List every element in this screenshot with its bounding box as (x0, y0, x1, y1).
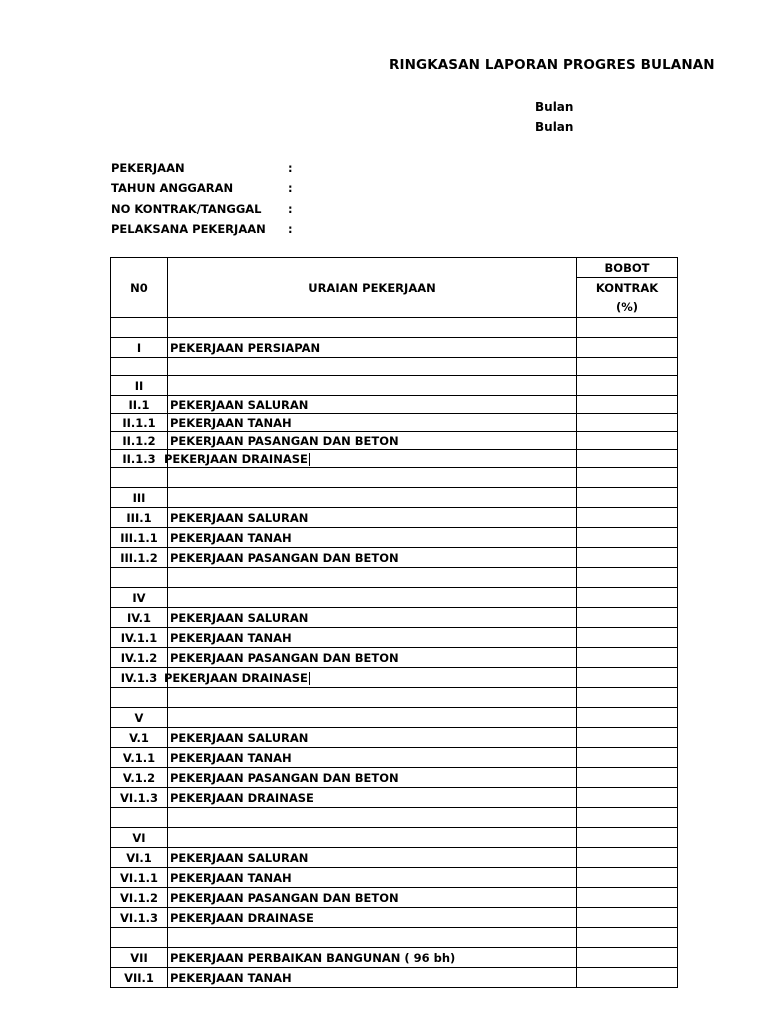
table-row (111, 450, 678, 468)
table-row (111, 432, 678, 450)
row-number[interactable]: IV.1.1 (111, 628, 168, 648)
row-number[interactable] (111, 688, 168, 708)
table-row (111, 468, 678, 488)
row-number[interactable]: V.1.2 (111, 768, 168, 788)
table-row (111, 728, 678, 748)
row-number[interactable]: III.1.2 (111, 548, 168, 568)
table-row (111, 628, 678, 648)
row-uraian-text: PEKERJAAN TANAH (170, 630, 292, 645)
row-uraian[interactable] (168, 358, 577, 376)
table-row (111, 338, 678, 358)
info-label-tahun-anggaran: TAHUN ANGGARAN (111, 181, 234, 195)
table-row (111, 528, 678, 548)
header-uraian: URAIAN PEKERJAAN (168, 258, 577, 318)
row-uraian-text: PEKERJAAN TANAH (170, 750, 292, 765)
row-uraian-text: PEKERJAAN DRAINASE (164, 451, 308, 466)
row-uraian-text: PEKERJAAN PASANGAN DAN BETON (170, 433, 399, 448)
table-row (111, 668, 678, 688)
row-uraian[interactable] (168, 808, 577, 828)
info-label-pekerjaan: PEKERJAAN (111, 161, 185, 175)
header-kontrak: KONTRAK (595, 280, 659, 295)
row-uraian-text: PEKERJAAN DRAINASE (170, 790, 314, 805)
header-bobot: BOBOT (577, 258, 678, 278)
row-uraian[interactable] (168, 548, 577, 568)
row-bobot[interactable] (577, 948, 678, 968)
row-bobot[interactable] (577, 450, 678, 468)
row-bobot[interactable] (577, 848, 678, 868)
progress-table (110, 257, 678, 988)
bulan-label-2: Bulan (535, 120, 574, 134)
row-bobot[interactable] (577, 728, 678, 748)
row-uraian-text: PEKERJAAN PASANGAN DAN BETON (170, 890, 399, 905)
row-bobot[interactable] (577, 568, 678, 588)
row-number[interactable]: V.1 (111, 728, 168, 748)
row-uraian-text: PEKERJAAN PASANGAN DAN BETON (170, 770, 399, 785)
row-uraian-text: PEKERJAAN PERSIAPAN (170, 340, 321, 355)
row-uraian[interactable] (168, 868, 577, 888)
table-row (111, 788, 678, 808)
header-no: N0 (111, 258, 168, 318)
row-uraian[interactable] (168, 748, 577, 768)
row-bobot[interactable] (577, 396, 678, 414)
row-uraian[interactable] (168, 528, 577, 548)
row-bobot[interactable] (577, 808, 678, 828)
row-number[interactable]: VII (111, 948, 168, 968)
row-bobot[interactable] (577, 376, 678, 396)
row-number[interactable]: VI.1.2 (111, 888, 168, 908)
row-number[interactable]: VII.1 (111, 968, 168, 988)
row-uraian-text: PEKERJAAN SALURAN (170, 397, 309, 412)
bulan-label-1: Bulan (535, 100, 574, 114)
table-row (111, 968, 678, 988)
row-bobot[interactable] (577, 688, 678, 708)
table-row (111, 508, 678, 528)
table-row (111, 608, 678, 628)
row-uraian-text: PEKERJAAN TANAH (170, 530, 292, 545)
row-number[interactable]: III.1.1 (111, 528, 168, 548)
table-row (111, 748, 678, 768)
row-uraian-text: PEKERJAAN SALURAN (170, 610, 309, 625)
row-uraian[interactable] (168, 608, 577, 628)
table-row (111, 708, 678, 728)
row-number[interactable]: IV.1.2 (111, 648, 168, 668)
row-bobot[interactable] (577, 888, 678, 908)
row-bobot[interactable] (577, 788, 678, 808)
row-bobot[interactable] (577, 648, 678, 668)
table-row (111, 808, 678, 828)
row-bobot[interactable] (577, 338, 678, 358)
row-bobot[interactable] (577, 908, 678, 928)
row-bobot[interactable] (577, 628, 678, 648)
row-uraian[interactable] (164, 450, 577, 468)
row-bobot[interactable] (577, 508, 678, 528)
table-row (111, 908, 678, 928)
table-row (111, 768, 678, 788)
row-uraian-text: PEKERJAAN TANAH (170, 970, 292, 985)
row-bobot[interactable] (577, 358, 678, 376)
row-bobot[interactable] (577, 608, 678, 628)
row-uraian[interactable] (168, 488, 577, 508)
row-uraian[interactable] (168, 568, 577, 588)
info-label-no-kontrak: NO KONTRAK/TANGGAL (111, 202, 262, 216)
row-number[interactable]: IV.1 (111, 608, 168, 628)
row-uraian[interactable] (168, 628, 577, 648)
row-number[interactable]: II (111, 376, 168, 396)
row-number[interactable]: II.1.3 (111, 450, 168, 468)
row-uraian[interactable] (168, 508, 577, 528)
table-row (111, 868, 678, 888)
row-uraian[interactable] (168, 728, 577, 748)
info-colon: : (288, 181, 293, 195)
row-uraian[interactable] (168, 648, 577, 668)
row-bobot[interactable] (577, 548, 678, 568)
table-row (111, 948, 678, 968)
row-bobot[interactable] (577, 668, 678, 688)
row-number[interactable] (111, 468, 168, 488)
info-colon: : (288, 222, 293, 236)
info-colon: : (288, 161, 293, 175)
row-number[interactable] (111, 808, 168, 828)
row-uraian-text: PEKERJAAN TANAH (170, 415, 292, 430)
table-row (111, 648, 678, 668)
table-row (111, 848, 678, 868)
row-uraian-text: PEKERJAAN SALURAN (170, 850, 309, 865)
row-uraian[interactable] (168, 468, 577, 488)
row-bobot[interactable] (577, 318, 678, 338)
row-uraian[interactable] (168, 688, 577, 708)
row-uraian[interactable] (164, 668, 577, 688)
row-number[interactable]: I (111, 338, 168, 358)
row-bobot[interactable] (577, 968, 678, 988)
info-label-pelaksana: PELAKSANA PEKERJAAN (111, 222, 266, 236)
row-number[interactable]: IV (111, 588, 168, 608)
table-row (111, 358, 678, 376)
row-number[interactable]: V (111, 708, 168, 728)
row-bobot[interactable] (577, 468, 678, 488)
row-uraian-text: PEKERJAAN TANAH (170, 870, 292, 885)
row-uraian[interactable] (168, 888, 577, 908)
row-uraian-text: PEKERJAAN DRAINASE (170, 910, 314, 925)
row-bobot[interactable] (577, 748, 678, 768)
row-number[interactable]: IV.1.3 (111, 668, 168, 688)
table-row (111, 688, 678, 708)
row-bobot[interactable] (577, 768, 678, 788)
table-row (111, 548, 678, 568)
row-number[interactable]: VI.1.1 (111, 868, 168, 888)
row-number[interactable]: V.1.1 (111, 748, 168, 768)
row-number[interactable] (111, 358, 168, 376)
table-body (111, 318, 678, 988)
row-number[interactable] (111, 568, 168, 588)
row-uraian[interactable] (168, 928, 577, 948)
row-uraian-text: PEKERJAAN PERBAIKAN BANGUNAN ( 96 bh) (170, 950, 456, 965)
row-number[interactable]: VI.1 (111, 848, 168, 868)
table-row (111, 396, 678, 414)
row-uraian[interactable] (168, 768, 577, 788)
row-uraian[interactable] (168, 788, 577, 808)
row-number[interactable]: II.1.1 (111, 414, 168, 432)
text-cursor-icon (309, 453, 310, 466)
row-bobot[interactable] (577, 928, 678, 948)
table-row (111, 414, 678, 432)
row-uraian[interactable] (168, 908, 577, 928)
row-uraian[interactable] (168, 414, 577, 432)
table-row (111, 488, 678, 508)
row-uraian-text: PEKERJAAN DRAINASE (164, 670, 308, 685)
row-uraian[interactable] (168, 588, 577, 608)
row-number[interactable]: III.1 (111, 508, 168, 528)
row-number[interactable] (111, 318, 168, 338)
row-uraian[interactable] (168, 376, 577, 396)
row-bobot[interactable] (577, 868, 678, 888)
row-number[interactable]: III (111, 488, 168, 508)
row-number[interactable]: VI.1.3 (111, 788, 168, 808)
table-row (111, 928, 678, 948)
row-uraian[interactable] (168, 828, 577, 848)
row-uraian[interactable] (168, 948, 577, 968)
header-persen: (%) (615, 299, 639, 314)
row-uraian-text: PEKERJAAN SALURAN (170, 730, 309, 745)
row-bobot[interactable] (577, 488, 678, 508)
row-number[interactable] (111, 928, 168, 948)
text-cursor-icon (309, 672, 310, 685)
row-bobot[interactable] (577, 414, 678, 432)
row-bobot[interactable] (577, 432, 678, 450)
header-kontrak-persen (577, 278, 678, 318)
row-number[interactable]: II.1.2 (111, 432, 168, 450)
row-bobot[interactable] (577, 528, 678, 548)
row-uraian-text: PEKERJAAN SALURAN (170, 510, 309, 525)
report-title: RINGKASAN LAPORAN PROGRES BULANAN (389, 57, 715, 73)
table-row (111, 588, 678, 608)
row-number[interactable]: II.1 (111, 396, 168, 414)
table-row (111, 888, 678, 908)
row-uraian[interactable] (168, 708, 577, 728)
row-uraian[interactable] (168, 968, 577, 988)
row-uraian[interactable] (168, 848, 577, 868)
info-colon: : (288, 202, 293, 216)
row-bobot[interactable] (577, 708, 678, 728)
row-uraian[interactable] (168, 318, 577, 338)
row-uraian[interactable] (168, 432, 577, 450)
row-uraian[interactable] (168, 396, 577, 414)
row-bobot[interactable] (577, 588, 678, 608)
table-row (111, 568, 678, 588)
row-uraian-text: PEKERJAAN PASANGAN DAN BETON (170, 650, 399, 665)
row-number[interactable]: VI.1.3 (111, 908, 168, 928)
table-row (111, 318, 678, 338)
row-number[interactable]: VI (111, 828, 168, 848)
row-uraian[interactable] (168, 338, 577, 358)
table-row (111, 376, 678, 396)
row-bobot[interactable] (577, 828, 678, 848)
table-row (111, 828, 678, 848)
row-uraian-text: PEKERJAAN PASANGAN DAN BETON (170, 550, 399, 565)
